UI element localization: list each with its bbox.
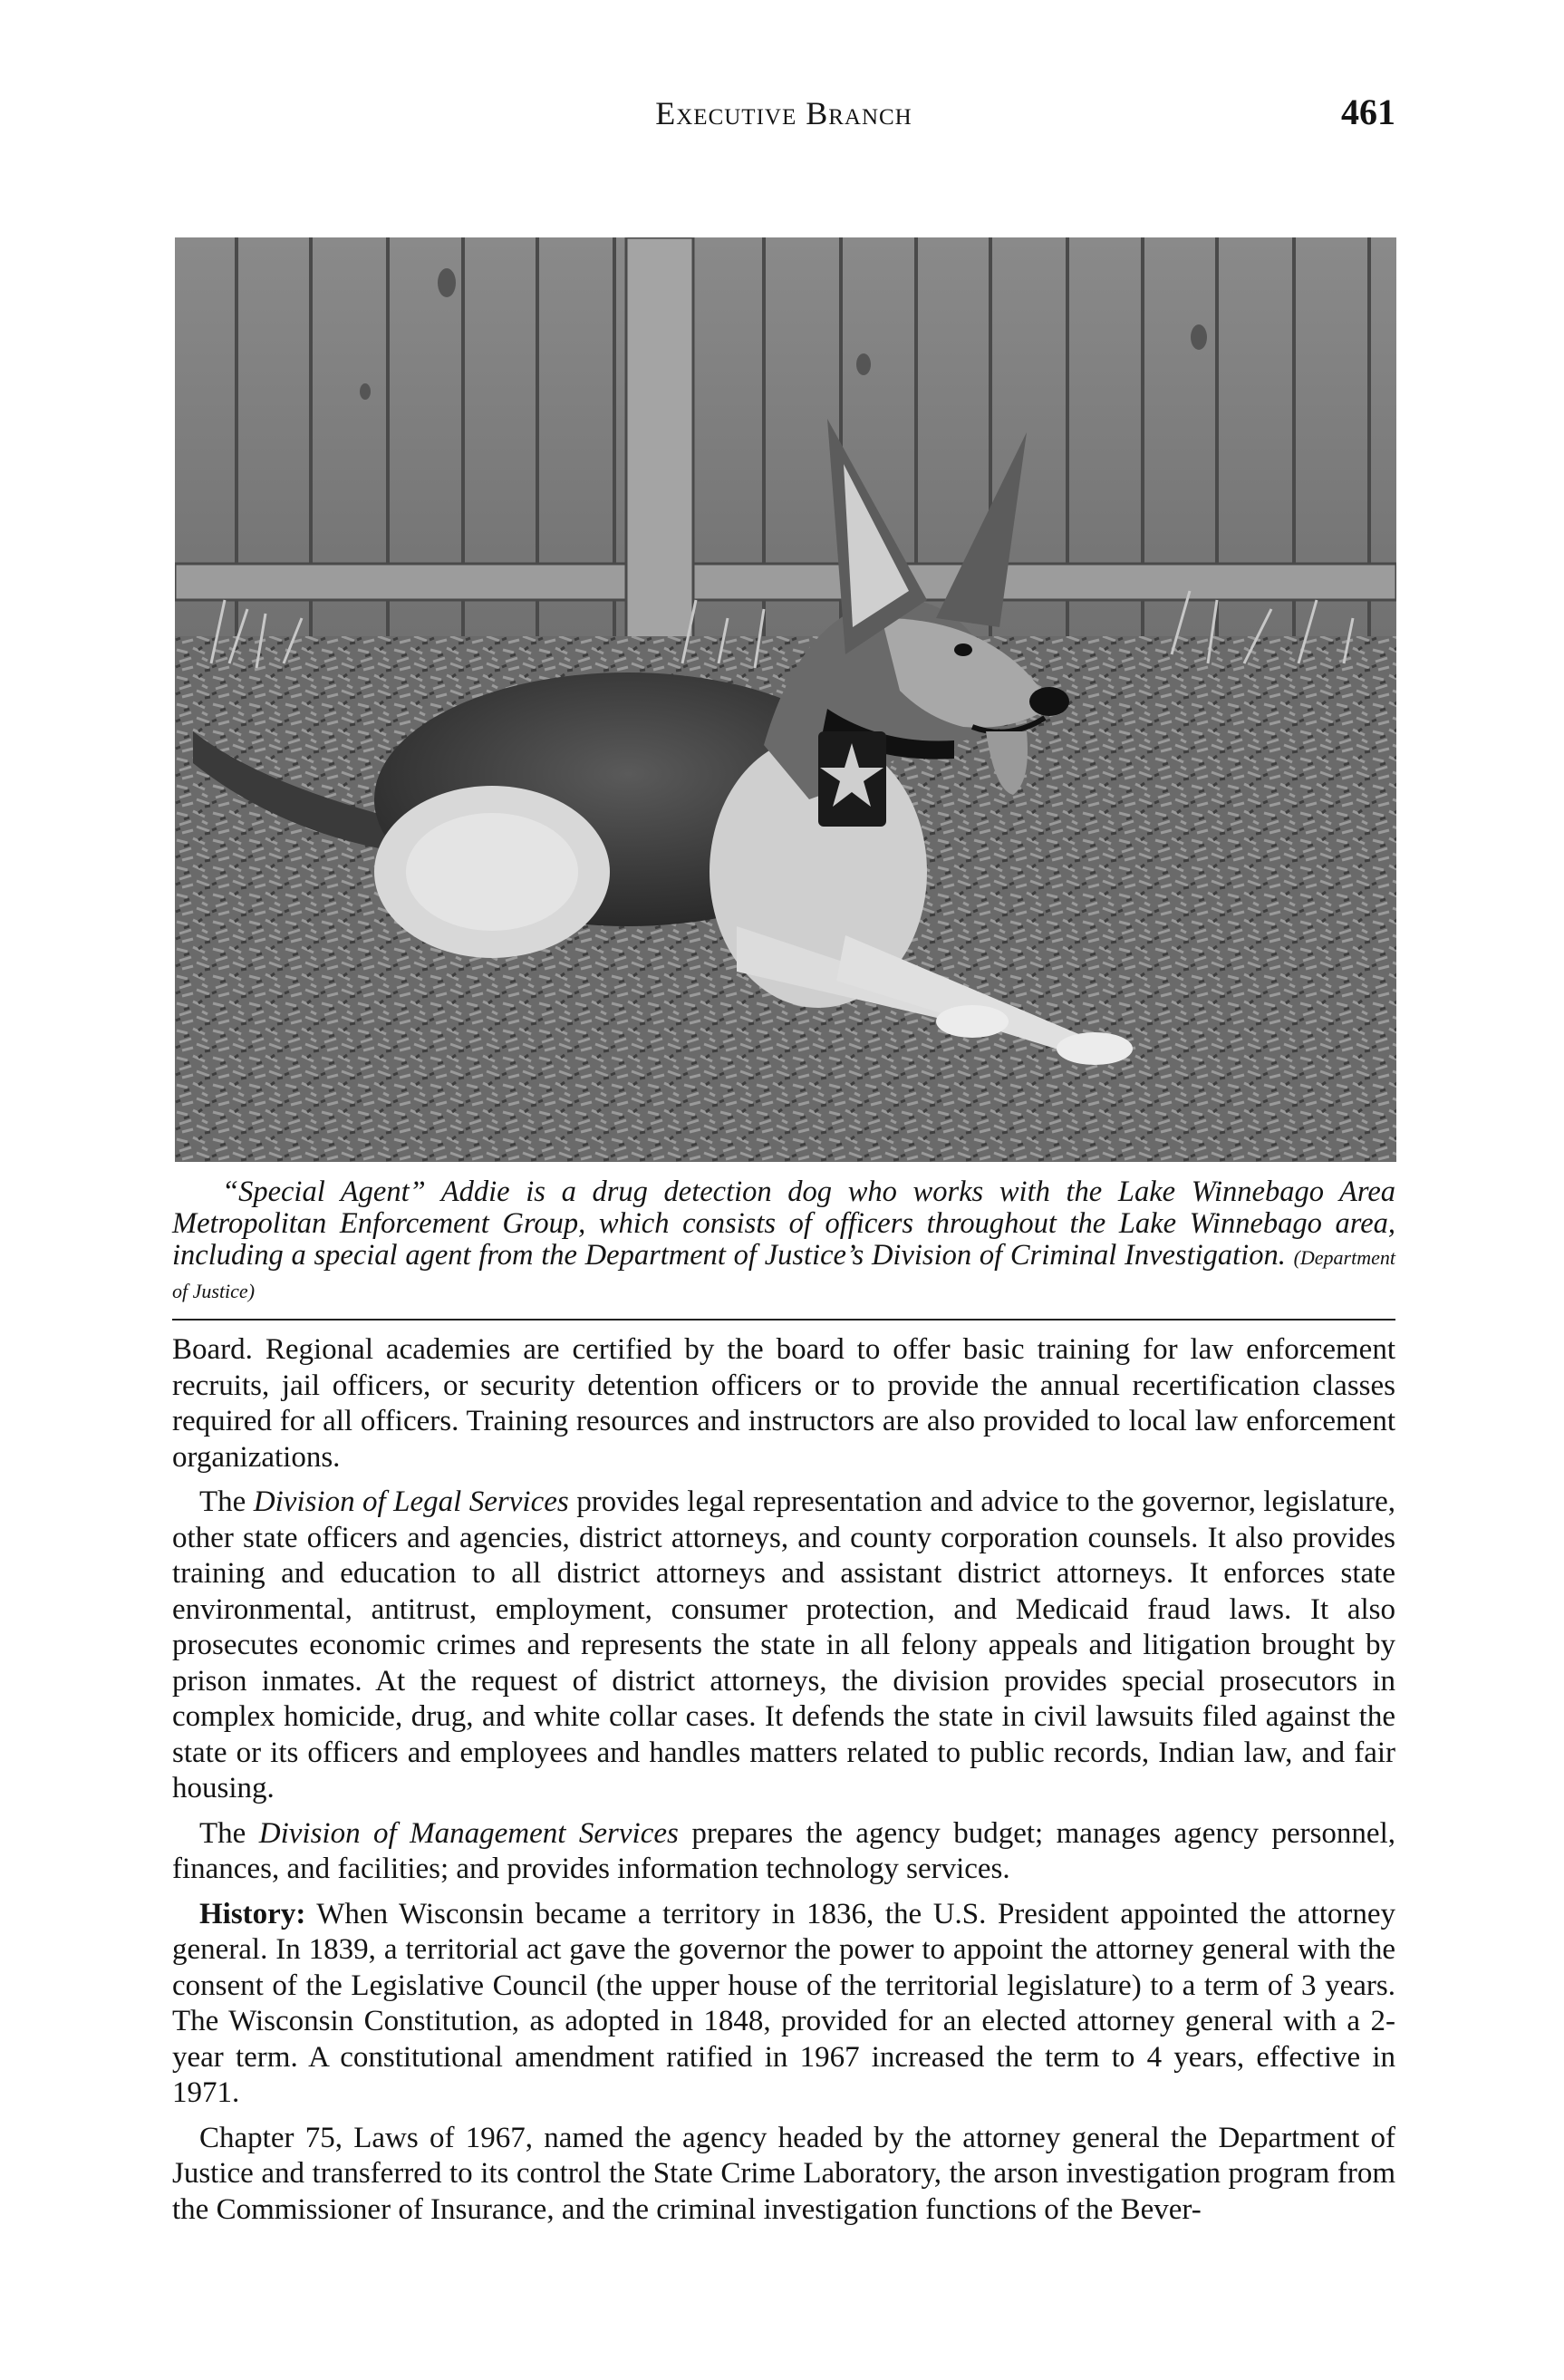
caption-text: “Special Agent” Addie is a drug detection dog who works with the Lake Winnebago Area Metropolitan Enforcement Group, which consists of officers throughout the Lake Winnebago area, including a special agent from the Department of Justice’s Division of Criminal Investigation. [172,1175,1395,1272]
paragraph-history [172,1897,1395,2112]
running-head: Executive Branch [655,95,912,131]
history-label: History: [199,1897,306,1930]
caption-credit: (Department of Justice) [172,1246,1395,1302]
page-header [172,91,1395,145]
body-text [172,1332,1395,2237]
p3-body: prepares the agency budget; manages agency personnel, finances, and facilities; and provides information technology services. [172,1816,1395,1885]
management-services-title: Division of Management Services [258,1816,679,1850]
dog-photo-illustration [175,237,1396,1162]
legal-services-title: Division of Legal Services [253,1485,569,1518]
paragraph-board: Board. Regional academies are certified by the board to offer basic training for law enforcement recruits, jail officers, or security detention officers or to provide the annual recertification classes required for all officers. Training resources and instructors are also provided to local law enforcement organizations. [172,1333,1395,1474]
p2-lead: The [199,1485,254,1518]
paragraph-legal-services [172,1485,1395,1807]
history-body: When Wisconsin became a territory in 1836, the U.S. President appointed the attorney general. In 1839, a territorial act gave the governor the power to appoint the attorney general with the consent of the Legislative Council (the upper house of the territorial legislature) to a term of 3 years. The Wisconsin Constitution, as adopted in 1848, provided for an elected attorney general with a 2-year term. A constitutional amendment ratified in 1967 increased the term to 4 years, effective in 1971. [172,1897,1395,2109]
dog-photo [175,237,1396,1162]
paragraph-chapter-75: Chapter 75, Laws of 1967, named the agency headed by the attorney general the Department of Justice and transferred to its control the State Crime Laboratory, the arson investigation program from the Commissioner of Insurance, and the criminal investigation functions of the Bever- [172,2121,1395,2226]
p3-lead: The [199,1816,259,1850]
page-number: 461 [1341,92,1395,132]
photo-caption [172,1176,1395,1307]
paragraph-management-services [172,1816,1395,1888]
p2-body: provides legal representation and advice to the governor, legislature, other state officers and agencies, district attorneys, and county corporation counsels. It also provides training and education to all district attorneys and assistant district attorneys. It enforces state environmental, antitrust, employment, consumer protection, and Medicaid fraud laws. It also prosecutes economic crimes and represents the state in all felony appeals and litigation brought by prison inmates. At the request of district attorneys, the division provides special prosecutors in complex homicide, drug, and white collar cases. It defends the state in civil lawsuits filed against the state or its officers and employees and handles matters related to public records, Indian law, and fair housing. [172,1485,1395,1804]
caption-divider [172,1319,1395,1321]
